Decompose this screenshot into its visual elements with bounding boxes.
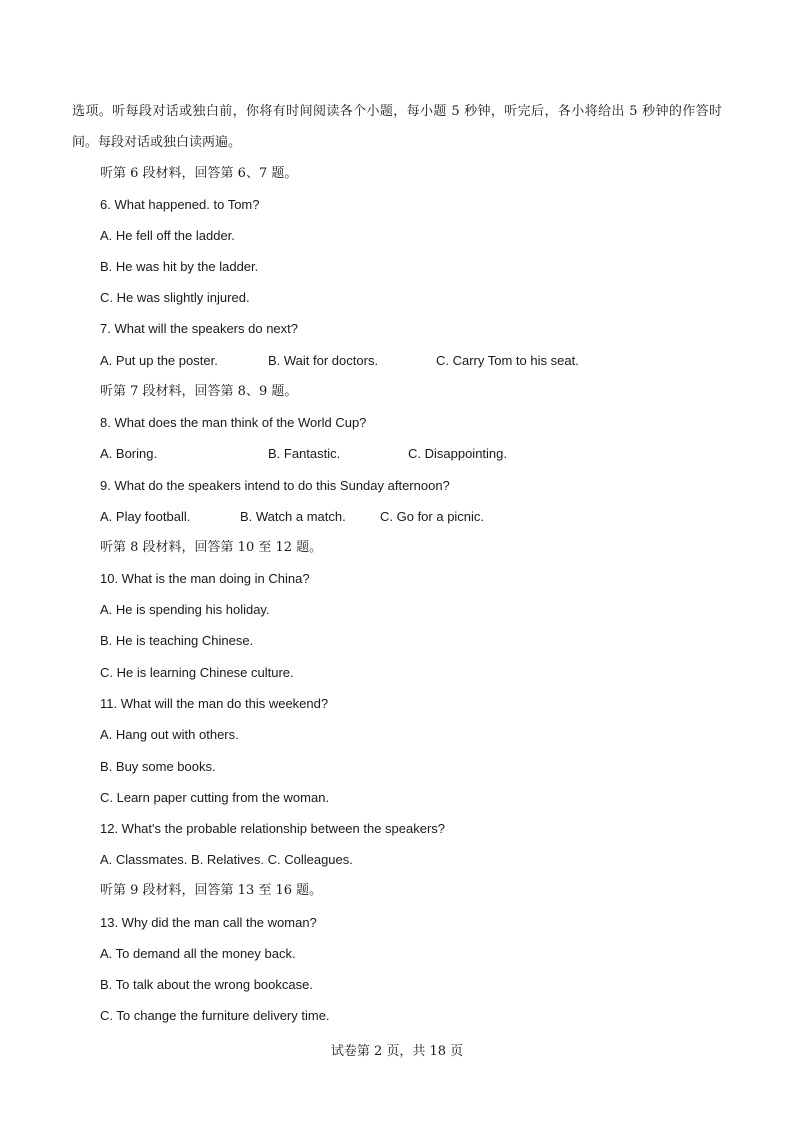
section-header-8: 听第 8 段材料，回答第 10 至 12 题。 [100, 540, 323, 555]
question-6-option-c: C. He was slightly injured. [100, 290, 250, 305]
question-11-option-a: A. Hang out with others. [100, 727, 239, 742]
question-7-option-a: A. Put up the poster. [100, 353, 218, 368]
question-10-option-b: B. He is teaching Chinese. [100, 633, 254, 648]
question-13-option-c: C. To change the furniture delivery time. [100, 1008, 330, 1023]
question-9-option-b: B. Watch a match. [240, 509, 346, 524]
page-footer: 试卷第 2 页，共 18 页 [330, 1044, 464, 1059]
question-9-stem: 9. What do the speakers intend to do this Sunday afternoon? [100, 478, 450, 493]
question-13-option-a: A. To demand all the money back. [100, 946, 296, 961]
question-11-stem: 11. What will the man do this weekend? [100, 696, 329, 711]
section-header-6: 听第 6 段材料，回答第 6、7 题。 [100, 166, 298, 181]
question-10-option-a: A. He is spending his holiday. [100, 602, 270, 617]
question-8-stem: 8. What does the man think of the World Cup? [100, 415, 367, 430]
question-11-option-b: B. Buy some books. [100, 759, 216, 774]
question-11-option-c: C. Learn paper cutting from the woman. [100, 790, 330, 805]
question-7-option-b: B. Wait for doctors. [268, 353, 379, 368]
question-8-option-a: A. Boring. [100, 446, 158, 461]
question-6-stem: 6. What happened. to Tom? [100, 197, 260, 212]
instructions-paragraph: 选项。听每段对话或独白前，你将有时间阅读各个小题，每小题 5 秒钟，听完后，各小将给出 5 秒钟的作答时间。每段对话或独白读两遍。 [72, 104, 722, 150]
question-6-option-b: B. He was hit by the ladder. [100, 259, 259, 274]
question-8-option-b: B. Fantastic. [268, 446, 341, 461]
question-10-stem: 10. What is the man doing in China? [100, 571, 310, 586]
question-6-option-a: A. He fell off the ladder. [100, 228, 235, 243]
section-header-7: 听第 7 段材料，回答第 8、9 题。 [100, 384, 298, 399]
question-13-option-b: B. To talk about the wrong bookcase. [100, 977, 313, 992]
question-13-stem: 13. Why did the man call the woman? [100, 915, 317, 930]
question-7-stem: 7. What will the speakers do next? [100, 321, 298, 336]
question-8-option-c: C. Disappointing. [408, 446, 507, 461]
question-12-options: A. Classmates. B. Relatives. C. Colleagues. [100, 852, 353, 867]
question-12-stem: 12. What's the probable relationship between the speakers? [100, 821, 446, 836]
question-9-option-c: C. Go for a picnic. [380, 509, 485, 524]
section-header-9: 听第 9 段材料，回答第 13 至 16 题。 [100, 883, 323, 898]
question-7-option-c: C. Carry Tom to his seat. [436, 353, 579, 368]
question-9-option-a: A. Play football. [100, 509, 191, 524]
question-10-option-c: C. He is learning Chinese culture. [100, 665, 294, 680]
